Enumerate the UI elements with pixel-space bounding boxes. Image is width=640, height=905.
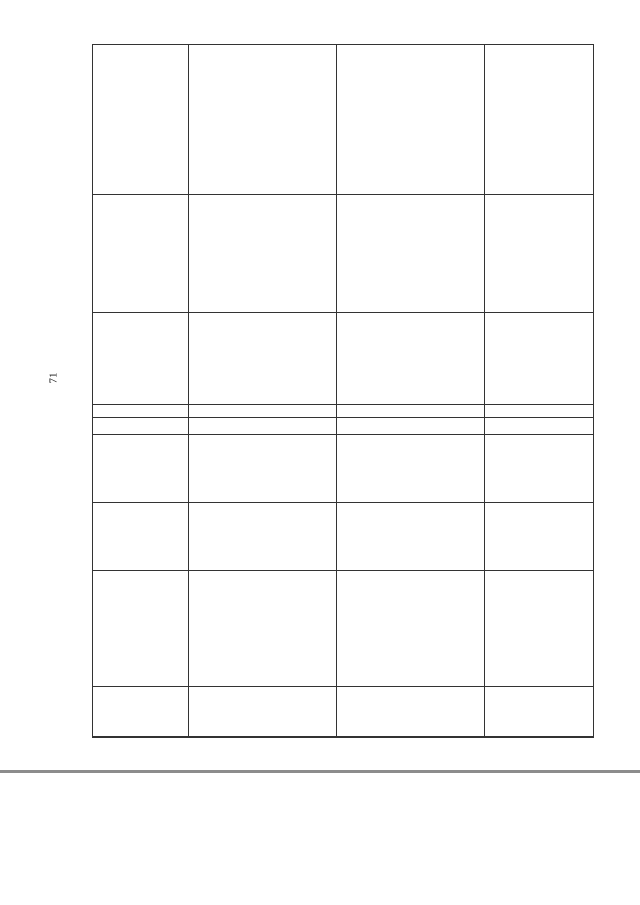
table-cell-status <box>93 435 188 503</box>
table-cell-c6 <box>485 405 593 418</box>
table-cell-zones <box>189 195 336 313</box>
table-cell-purpose <box>337 503 484 571</box>
table-cell-name <box>93 571 188 687</box>
table-row <box>93 45 189 737</box>
table-cell-location <box>189 313 336 405</box>
table-cell-c5 <box>337 418 484 435</box>
table-cell-location <box>93 313 188 405</box>
page-number: 71 <box>47 372 60 384</box>
table-cell-purpose <box>189 503 336 571</box>
table-cell-org <box>485 121 593 195</box>
table-cell-status <box>485 435 593 503</box>
table-cell-zones <box>485 195 593 313</box>
table-cell-c5 <box>485 418 593 435</box>
table-cell-purpose <box>485 503 593 571</box>
table-cell-org <box>93 121 188 195</box>
table-cell-location <box>485 313 593 405</box>
table-cell-org <box>189 121 336 195</box>
table-cell-doc <box>337 45 484 121</box>
table-cell-org <box>337 121 484 195</box>
table-cell-zones <box>93 195 188 313</box>
table-cell-doc <box>189 45 336 121</box>
table-cell-zones <box>337 195 484 313</box>
table-row <box>337 45 485 737</box>
scan-edge <box>0 770 640 773</box>
table-cell-c6 <box>93 405 188 418</box>
table-cell-status <box>337 435 484 503</box>
table-cell-num <box>337 687 484 737</box>
table-cell-doc <box>93 45 188 121</box>
table-cell-name <box>485 571 593 687</box>
table-cell-num <box>93 687 188 737</box>
table-cell-location <box>337 313 484 405</box>
table-cell-purpose <box>93 503 188 571</box>
table-cell-name <box>337 571 484 687</box>
table-row <box>485 45 593 737</box>
table-cell-name <box>189 571 336 687</box>
table-cell-num <box>485 687 593 737</box>
table-cell-c6 <box>189 405 336 418</box>
table-row <box>189 45 337 737</box>
table-cell-doc <box>485 45 593 121</box>
objects-table <box>92 44 594 738</box>
table-cell-c5 <box>93 418 188 435</box>
table-cell-num <box>189 687 336 737</box>
table-cell-status <box>189 435 336 503</box>
table-cell-c5 <box>189 418 336 435</box>
table-cell-c6 <box>337 405 484 418</box>
